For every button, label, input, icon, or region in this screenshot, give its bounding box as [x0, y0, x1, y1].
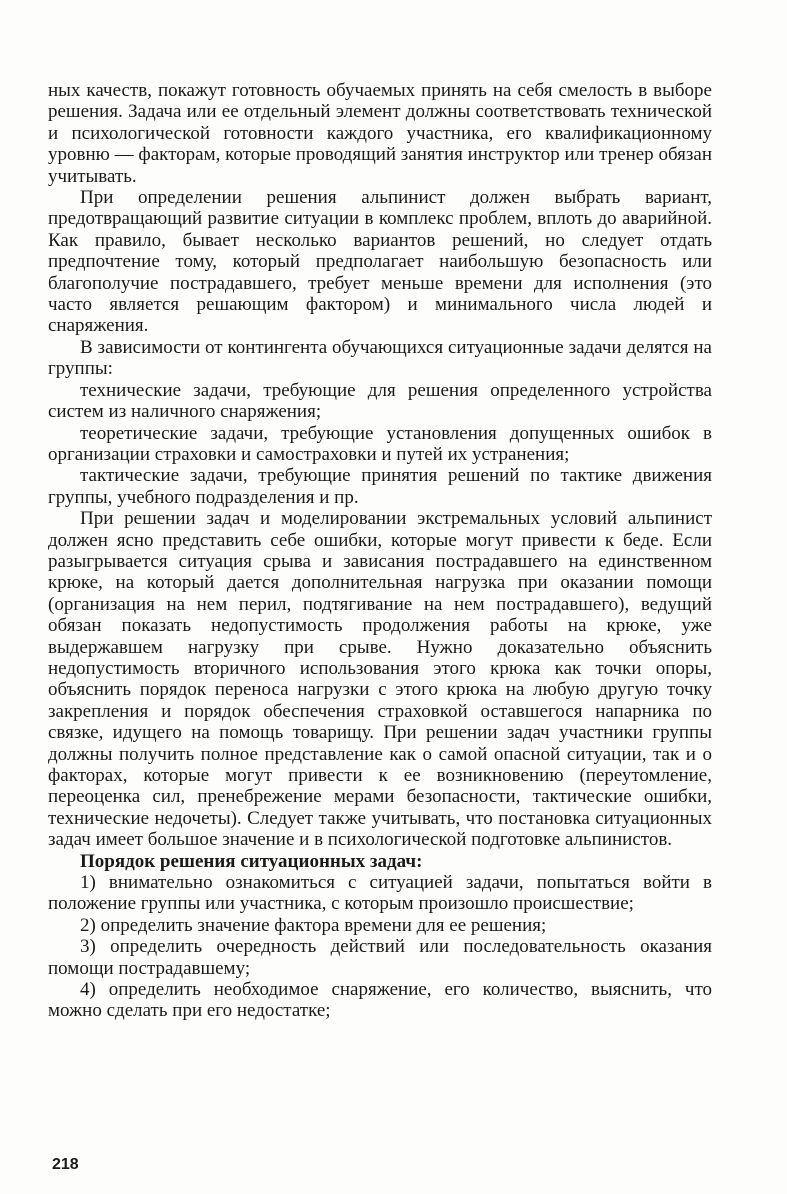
page-number: 218	[52, 1156, 79, 1173]
paragraph-extreme-conditions: При решении задач и моделировании экстремальных условий альпинист должен ясно представить себе ошибки, которые могут привести к беде. Если разыгрывается ситуация срыва и зависания пострадавшего на единственном крюке, на который дается дополнительная нагрузка при оказании помощи (организация на нем перил, подтягивание на нем пострадавшего), ведущий обязан показать недопустимость продолжения работы на крюке, уже выдержавшем нагрузку при срыве. Нужно доказательно объяснить недопустимость вторичного использования этого крюка как точки опоры, объяснить порядок переноса нагрузки с этого крюка на любую другую точку закрепления и порядок обеспечения страховкой оставшегося напарника по связке, идущего на помощь товарищу. При решении задач участники группы должны получить полное представление как о самой опасной ситуации, так и о факторах, которые могут привести к ее возникновению (переутомление, переоценка сил, пренебрежение мерами безопасности, тактические ошибки, технические недочеты). Следует также учитывать, что постановка ситуационных задач имеет большое значение и в психологической подготовке альпинистов.	[48, 508, 712, 851]
step-item: 4) определить необходимое снаряжение, его количество, выяснить, что можно сделать при его недостатке;	[48, 979, 712, 1022]
step-item: 3) определить очередность действий или последовательность оказания помощи пострадавшему;	[48, 936, 712, 979]
section-heading: Порядок решения ситуационных задач:	[80, 850, 423, 872]
paragraph-decision-choice: При определении решения альпинист должен выбрать вариант, предотвращающий развитие ситуации в комплекс проблем, вплоть до аварийной. Как правило, бывает несколько вариантов решений, но следует отдать предпочтение тому, который предполагает наибольшую безопасность или благополучие пострадавшего, требует меньше времени для исполнения (это часто является решающим фактором) и минимального числа людей и снаряжения.	[48, 187, 712, 337]
step-item: 1) внимательно ознакомиться с ситуацией задачи, попытаться войти в положение группы или участника, с которым произошло происшествие;	[48, 872, 712, 915]
body-text	[48, 80, 712, 1022]
step-item: 2) определить значение фактора времени для ее решения;	[80, 914, 547, 936]
paragraph-task-groups-intro: В зависимости от контингента обучающихся ситуационные задачи делятся на группы:	[48, 336, 712, 380]
paragraph-continued: ных качеств, покажут готовность обучаемых принять на себя смелость в выборе решения. Задача или ее отдельный элемент должны соответствовать технической и психологической готовности каждого участника, его квалификационному уровню — факторам, которые проводящий занятия инструктор или тренер обязан учитывать.	[48, 80, 712, 187]
list-item-technical-tasks: технические задачи, требующие для решения определенного устройства систем из наличного снаряжения;	[48, 379, 712, 423]
list-item-theoretical-tasks: теоретические задачи, требующие установления допущенных ошибок в организации страховки и самостраховки и путей их устранения;	[48, 422, 712, 465]
list-item-tactical-tasks: тактические задачи, требующие принятия решений по тактике движения группы, учебного подразделения и пр.	[48, 465, 712, 508]
